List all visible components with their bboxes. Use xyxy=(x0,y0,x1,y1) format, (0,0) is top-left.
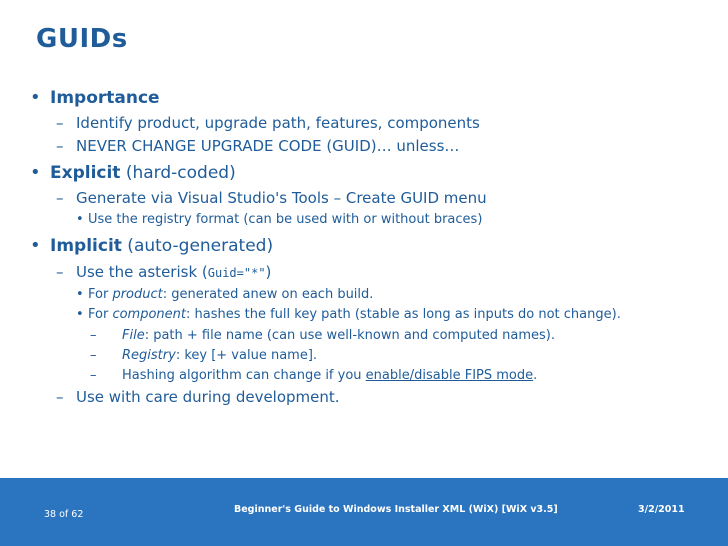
implicit-detail-hashing xyxy=(90,368,538,383)
dash-icon: – xyxy=(90,348,97,363)
bullet-dot-icon: • xyxy=(30,162,41,183)
footer-bar xyxy=(0,478,728,546)
implicit-note: (auto-generated) xyxy=(121,236,274,256)
detail-hashing-end: . xyxy=(533,368,538,383)
detail-registry-term: Registry xyxy=(122,348,176,363)
implicit-sub-1 xyxy=(76,287,374,302)
implicit-last xyxy=(56,388,340,406)
detail-registry-rest: : key [+ value name]. xyxy=(175,348,318,363)
explicit-item-text: Generate via Visual Studio's Tools – Create GUID menu xyxy=(76,189,487,207)
explicit-heading: Explicit xyxy=(50,163,121,183)
bullet-implicit xyxy=(30,235,274,256)
implicit-detail-file xyxy=(90,328,555,343)
dash-icon: – xyxy=(56,137,64,155)
dash-icon: – xyxy=(56,388,64,406)
implicit-detail-registry xyxy=(90,348,318,363)
bullet-dot-icon: • xyxy=(30,235,41,256)
implicit-sub-1-rest: : generated anew on each build. xyxy=(162,287,374,302)
implicit-item xyxy=(56,263,272,281)
importance-heading: Importance xyxy=(50,88,160,108)
footer-title: Beginner's Guide to Windows Installer XML (WiX) [WiX v3.5] xyxy=(234,504,558,515)
implicit-sub-2 xyxy=(76,307,621,322)
implicit-heading: Implicit xyxy=(50,236,122,256)
detail-file-rest: : path + file name (can use well-known and computed names). xyxy=(144,328,555,343)
bullet-dot-icon: • xyxy=(76,307,84,322)
implicit-sub-2-prefix: For xyxy=(88,307,113,322)
detail-file-term: File xyxy=(122,328,145,343)
dash-icon: – xyxy=(56,114,64,132)
implicit-last-text: Use with care during development. xyxy=(76,388,340,406)
dash-icon: – xyxy=(90,328,97,343)
explicit-subitem xyxy=(76,212,483,227)
implicit-item-code: Guid="*" xyxy=(207,266,266,280)
explicit-note: (hard-coded) xyxy=(120,163,236,183)
implicit-item-prefix: Use the asterisk ( xyxy=(76,263,208,281)
bullet-importance xyxy=(30,87,160,108)
explicit-item xyxy=(56,189,487,207)
implicit-sub-1-term: product xyxy=(112,287,163,302)
importance-item-1 xyxy=(56,114,480,132)
bullet-dot-icon: • xyxy=(76,212,84,227)
importance-item-2-text: NEVER CHANGE UPGRADE CODE (GUID)… unless… xyxy=(76,137,460,155)
dash-icon: – xyxy=(56,189,64,207)
bullet-dot-icon: • xyxy=(76,287,84,302)
implicit-sub-1-prefix: For xyxy=(88,287,113,302)
explicit-subitem-text: Use the registry format (can be used with or without braces) xyxy=(88,212,483,227)
implicit-item-suffix: ) xyxy=(265,263,272,281)
footer-page-number: 38 of 62 xyxy=(44,509,84,520)
detail-hashing-text: Hashing algorithm can change if you xyxy=(122,368,366,383)
importance-item-2 xyxy=(56,137,460,155)
bullet-explicit xyxy=(30,162,236,183)
bullet-dot-icon: • xyxy=(30,87,41,108)
dash-icon: – xyxy=(90,368,97,383)
slide-title: GUIDs xyxy=(36,24,128,54)
implicit-sub-2-rest: : hashes the full key path (stable as long as inputs do not change). xyxy=(186,307,621,322)
footer-date: 3/2/2011 xyxy=(638,504,685,515)
implicit-sub-2-term: component xyxy=(112,307,186,322)
fips-mode-link[interactable]: enable/disable FIPS mode xyxy=(365,368,534,383)
importance-item-1-text: Identify product, upgrade path, features, components xyxy=(76,114,480,132)
dash-icon: – xyxy=(56,263,64,281)
